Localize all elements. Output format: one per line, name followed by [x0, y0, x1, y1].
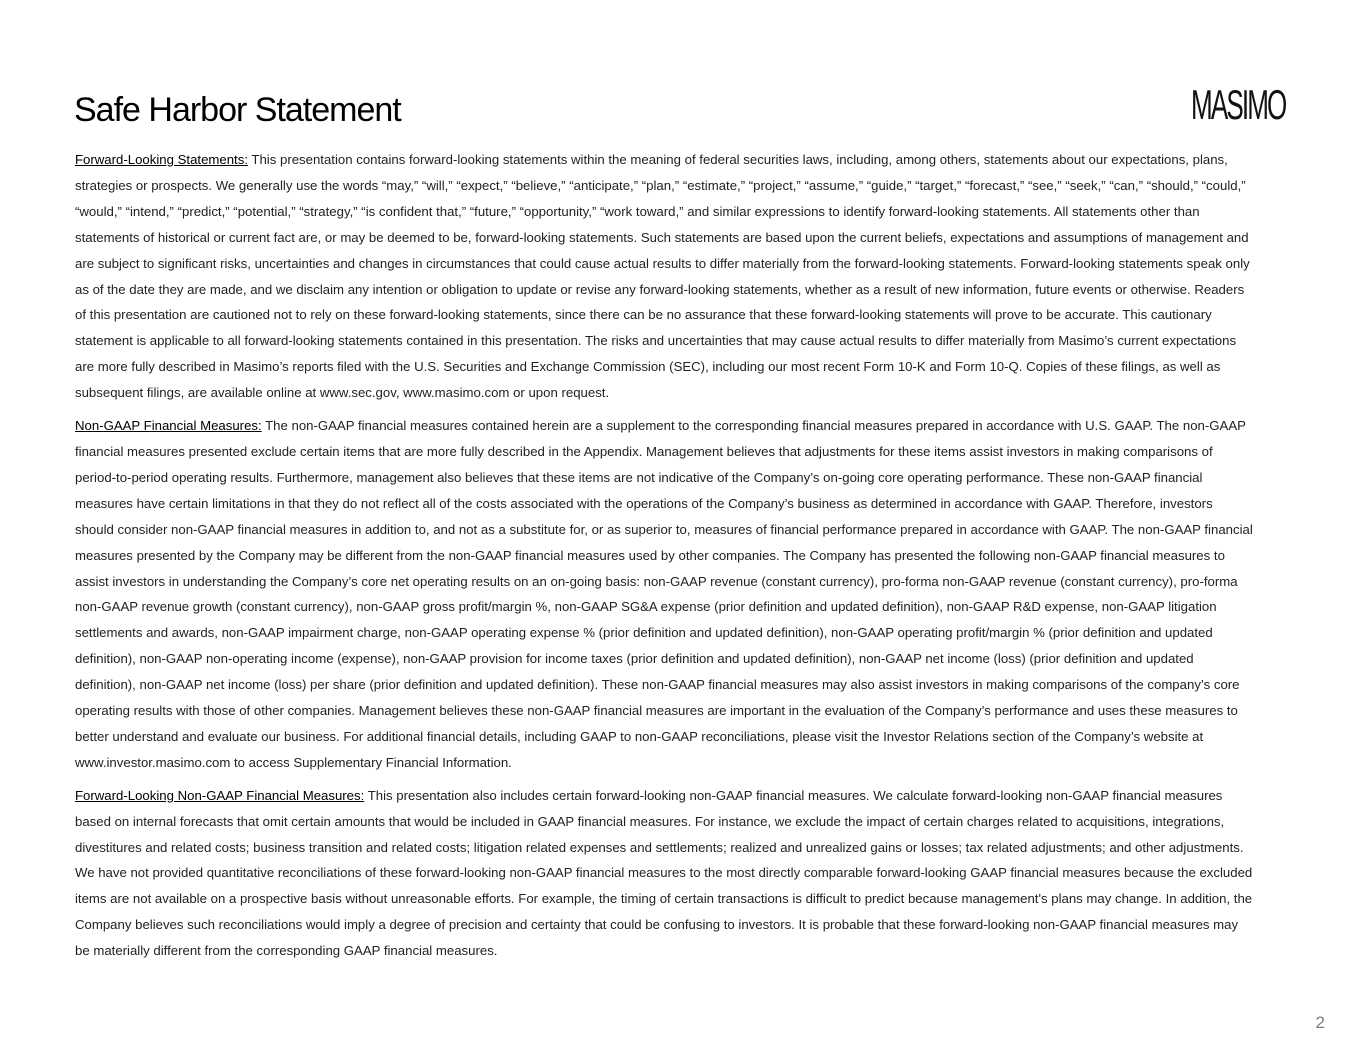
forward-looking-non-gaap-paragraph	[75, 783, 1253, 964]
slide-title: Safe Harbor Statement	[74, 91, 401, 129]
masimo-logo	[1188, 80, 1294, 130]
section-label: Forward-Looking Non-GAAP Financial Measures:	[75, 787, 365, 803]
section-text: This presentation also includes certain forward-looking non-GAAP financial measures. We calculate forward-looking non-GAAP financial measures based on internal forecasts that omit certain amounts that would be included in GAAP financial measures. For instance, we exclude the impact of certain charges related to acquisitions, integrations, divestitures and related costs; business transition and related costs; litigation related expenses and settlements; realized and unrealized gains or losses; tax related adjustments; and other adjustments. We have not provided quantitative reconciliations of these forward-looking non-GAAP financial measures to the most directly comparable forward-looking GAAP financial measures because the excluded items are not available on a prospective basis without unreasonable efforts. For example, the timing of certain transactions is difficult to predict because management's plans may change. In addition, the Company believes such reconciliations would imply a degree of precision and certainty that could be confusing to investors. It is probable that these forward-looking non-GAAP financial measures may be materially different from the corresponding GAAP financial measures.	[75, 787, 1253, 959]
section-text: The non-GAAP financial measures contained herein are a supplement to the corresponding financial measures prepared in accordance with U.S. GAAP. The non-GAAP financial measures presented exclude certain items that are more fully described in the Appendix. Management believes that adjustments for these items assist investors in making comparisons of period-to-period operating results. Furthermore, management also believes that these items are not indicative of the Company’s on-going core operating performance. These non-GAAP financial measures have certain limitations in that they do not reflect all of the costs associated with the operations of the Company’s business as determined in accordance with GAAP. Therefore, investors should consider non-GAAP financial measures in addition to, and not as a substitute for, or as superior to, measures of financial performance prepared in accordance with GAAP. The non-GAAP financial measures presented by the Company may be different from the non-GAAP financial measures used by other companies. The Company has presented the following non-GAAP financial measures to assist investors in understanding the Company’s core net operating results on an on-going basis: non-GAAP revenue (constant currency), pro-forma non-GAAP revenue (constant currency), pro-forma non-GAAP revenue growth (constant currency), non-GAAP gross profit/margin %, non-GAAP SG&A expense (prior definition and updated definition), non-GAAP R&D expense, non-GAAP litigation settlements and awards, non-GAAP impairment charge, non-GAAP operating expense % (prior definition and updated definition), non-GAAP operating profit/margin % (prior definition and updated definition), non-GAAP non-operating income (expense), non-GAAP provision for income taxes (prior definition and updated definition), non-GAAP net income (loss) (prior definition and updated definition), non-GAAP net income (loss) per share (prior definition and updated definition). These non-GAAP financial measures may also assist investors in making comparisons of the company’s core operating results with those of other companies. Management believes these non-GAAP financial measures are important in the evaluation of the Company’s performance and uses these measures to better understand and evaluate our business. For additional financial details, including GAAP to non-GAAP reconciliations, please visit the Investor Relations section of the Company’s website at www.investor.masimo.com to access Supplementary Financial Information.	[75, 418, 1253, 770]
section-text: This presentation contains forward-looking statements within the meaning of federal securities laws, including, among others, statements about our expectations, plans, strategies or prospects. We generally use the words “may,” “will,” “expect,” “believe,” “anticipate,” “plan,” “estimate,” “project,” “assume,” “guide,” “target,” “forecast,” “see,” “seek,” “can,” “should,” “could,” “would,” “intend,” “predict,” “potential,” “strategy,” “is confident that,” “future,” “opportunity,” “work toward,” and similar expressions to identify forward-looking statements. All statements other than statements of historical or current fact are, or may be deemed to be, forward-looking statements. Such statements are based upon the current beliefs, expectations and assumptions of management and are subject to significant risks, uncertainties and changes in circumstances that could cause actual results to differ materially from the forward-looking statements. Forward-looking statements speak only as of the date they are made, and we disclaim any intention or obligation to update or revise any forward-looking statements, whether as a result of new information, future events or otherwise. Readers of this presentation are cautioned not to rely on these forward-looking statements, since there can be no assurance that these forward-looking statements will prove to be accurate. This cautionary statement is applicable to all forward-looking statements contained in this presentation. The risks and uncertainties that may cause actual results to differ materially from Masimo’s current expectations are more fully described in Masimo’s reports filed with the U.S. Securities and Exchange Commission (SEC), including our most recent Form 10-K and Form 10-Q. Copies of these filings, as well as subsequent filings, are available online at www.sec.gov, www.masimo.com or upon request.	[75, 152, 1250, 401]
section-label: Forward-Looking Statements:	[75, 152, 248, 167]
logo-wordmark: MASIMO	[1191, 81, 1286, 128]
forward-looking-statements-paragraph	[75, 147, 1253, 406]
disclaimer-body	[75, 147, 1253, 971]
page-number: 2	[1315, 1013, 1325, 1032]
non-gaap-measures-paragraph	[75, 413, 1253, 776]
section-label: Non-GAAP Financial Measures:	[75, 418, 262, 434]
